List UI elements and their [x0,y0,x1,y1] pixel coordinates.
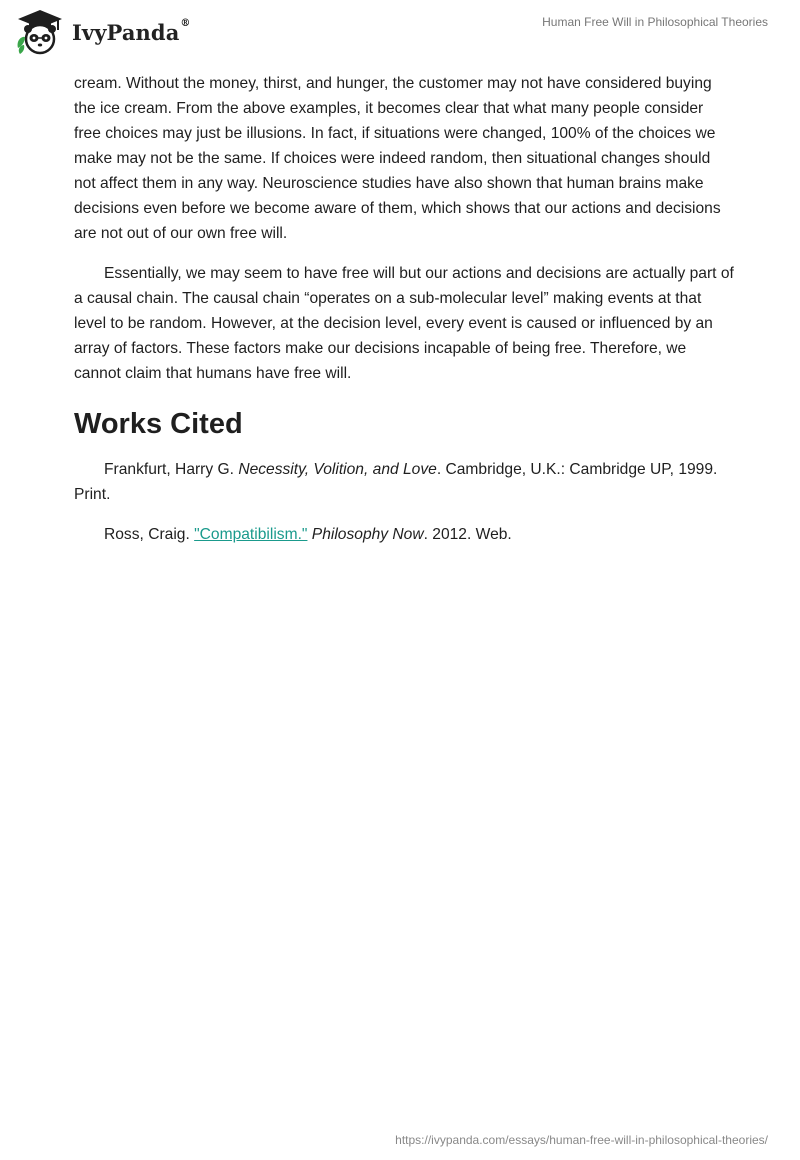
citation-2-author: Ross, Craig. [104,526,195,543]
body-paragraph-1: cream. Without the money, thirst, and hunger, the customer may not have considered buying the ice cream. From the above examples, it becomes clear that what many people consider free choices may just be illusions. In fact, if situations were changed, 100% of the choices we make may not be the same. If choices were indeed random, then situational changes should not affect them in any way. Neuroscience studies have also shown that human brains make decisions even before we become aware of them, which shows that our actions and decisions are not out of our own free will. [74,75,721,242]
essay-content [74,71,734,547]
citation-2-journal: Philosophy Now [311,526,424,543]
works-cited-heading: Works Cited [74,408,243,440]
brand-name [72,17,191,45]
citation-entry-1 [74,457,734,507]
body-paragraph-2: Essentially, we may seem to have free will but our actions and decisions are actually part of a causal chain. The causal chain “operates on a sub-molecular level” making events at that level to be random. However, at the decision level, every event is caused or influenced by an array of factors. These factors make our decisions incapable of being free. Therefore, we cannot claim that humans have free will. [74,265,734,382]
footer-url: https://ivypanda.com/essays/human-free-will-in-philosophical-theories/ [395,1133,768,1147]
citation-2-rest: . 2012. Web. [423,526,512,543]
citation-1-rest: . Cambridge, U.K.: Cambridge UP, 1999. Print. [74,461,718,503]
document-title: Human Free Will in Philosophical Theories [542,15,768,29]
compatibilism-link[interactable]: "Compatibilism." [194,526,308,543]
registered-mark: ® [180,17,191,29]
citation-entry-2 [74,522,734,547]
panda-graduate-icon [14,8,66,56]
ivypanda-logo[interactable] [14,8,191,56]
brand-name-text: IvyPanda [72,19,180,45]
citation-1-title: Necessity, Volition, and Love [238,461,437,478]
citation-1-author: Frankfurt, Harry G. [104,461,239,478]
page-header [0,0,800,64]
